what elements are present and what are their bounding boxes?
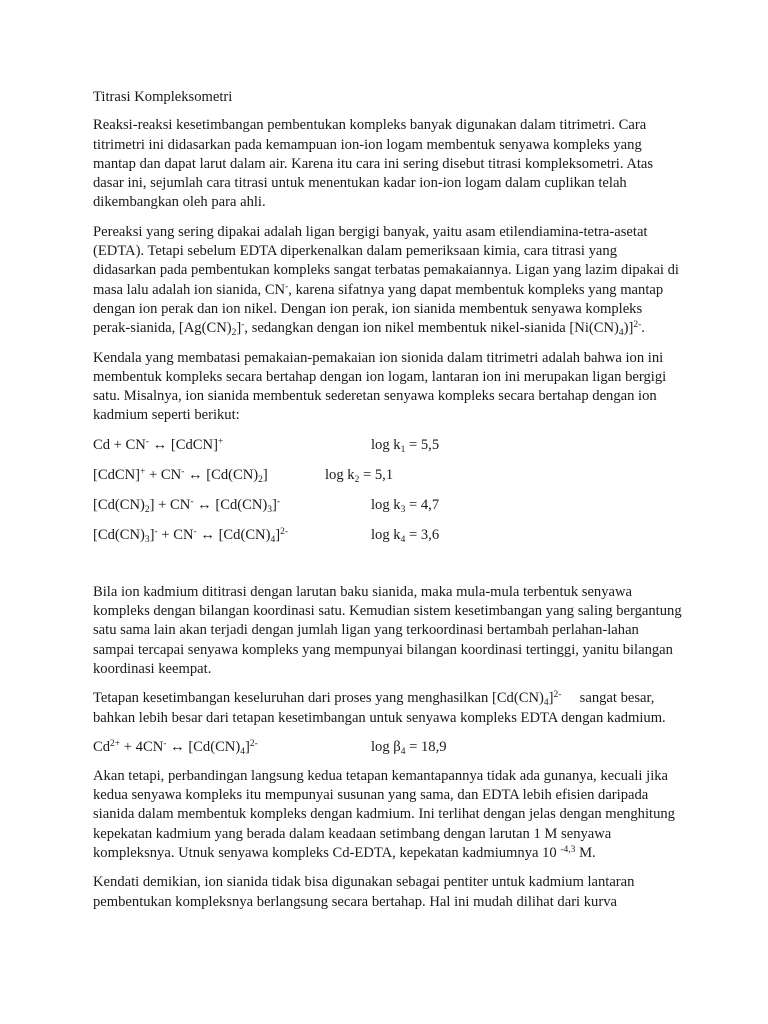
document-title: Titrasi Kompleksometri	[93, 89, 233, 105]
equation-reaction: $[Cd(CN)_3]^- + CN^-$ ↔ $[Cd(CN)_4]^{2-}$	[93, 526, 288, 545]
paragraph-edta: Pereaksi yang sering dipakai adalah ligan bergigi banyak, yaitu asam etilendiamina-tetra-asetat (EDTA). Tetapi sebelum EDTA diperkenalkan dalam pemeriksaan kimia, cara titrasi yang didasarkan pada pembentukan kompleks sangat terbatas pemakaiannya. Ligan yang lazim dipakai di masa lalu adalah ion sianida, CN-, karena sifatnya yang dapat membentuk kompleks yang mantap dengan ion perak dan ion nikel. Dengan ion perak, ion sianida membentuk senyawa kompleks perak-sianida, $[Ag(CN)_2]^-$, sedangkan dengan ion nikel membentuk nikel-sianida $[Ni(CN)_4)]^{2-}$.	[93, 223, 679, 339]
equation-reaction: $Cd^{2+} + 4CN^-$ ↔ $[Cd(CN)_4]^{2-}$	[93, 738, 258, 757]
text-fragment: M.	[579, 845, 596, 862]
text-fragment: Pereaksi yang sering dipakai adalah ligan bergigi banyak, yaitu asam etilendiamina-tetra-asetat (EDTA). Tetapi sebelum EDTA diperkenalkan dalam pemeriksaan kimia, cara titrasi yang didasarkan pada pembentukan kompleks sangat terbatas pemakaiannya. Ligan yang lazim dipakai di masa lalu adalah ion sianida, CN	[93, 223, 679, 298]
equation-step-3	[93, 496, 683, 515]
equation-step-1	[93, 436, 683, 455]
equation-reaction: [CdCN]+ + CN- ↔ $[Cd(CN)_2]$	[93, 466, 268, 485]
paragraph-constraint: Kendala yang membatasi pemakaian-pemakaian ion sionida dalam titrimetri adalah bahwa ion ini membentuk kompleks secara bertahap dengan ion logam, lantaran ion ini merupakan ligan bergigi satu. Misalnya, ion sianida membentuk sederetan senyawa kompleks secara bertahap dengan ion kadmium seperti berikut:	[93, 349, 667, 424]
text-fragment: sangat besar, bahkan lebih besar dari tetapan kesetimbangan untuk senyawa kompleks EDTA dengan kadmium.	[93, 690, 666, 726]
equation-constant: $\log k_4 = 3,6$	[371, 526, 440, 545]
equation-constant: $\log k_2 = 5,1$	[325, 466, 394, 485]
paragraph-overall-constant: Tetapan kesetimbangan keseluruhan dari proses yang menghasilkan $[Cd(CN)_4]^{2-}$ sangat besar, bahkan lebih besar dari tetapan kesetimbangan untuk senyawa kompleks EDTA dengan kadmium.	[93, 690, 666, 726]
equation-step-4	[93, 526, 683, 545]
equation-reaction: Cd + CN- ↔ [CdCN]+	[93, 436, 224, 453]
paragraph-conclusion: Kendati demikian, ion sianida tidak bisa digunakan sebagai pentiter untuk kadmium lantaran pembentukan kompleksnya berlangsung secara bertahap. Hal ini mudah dilihat dari kurva	[93, 874, 635, 910]
text-fragment: , karena sifatnya yang dapat membentuk kompleks yang mantap dengan ion perak dan ion nikel. Dengan ion perak, ion sianida membentuk senyawa kompleks perak-sianida, [Ag(CN)	[93, 281, 664, 337]
paragraph-intro: Reaksi-reaksi kesetimbangan pembentukan kompleks banyak digunakan dalam titrimetri. Cara titrimetri ini didasarkan pada kemampuan ion-ion logam membentuk senyawa kompleks yang mantap dan dapat larut dalam air. Karena itu cara ini sering disebut titrasi kompleksometri. Atas dasar ini, sejumlah cara titrasi untuk menentukan kadar ion-ion logam dalam cuplikan telah dikembangkan oleh para ahli.	[93, 117, 654, 211]
equation-constant: $\log k_3 = 4,7$	[371, 496, 440, 515]
paragraph-comparison	[93, 767, 683, 863]
text-fragment: Tetapan kesetimbangan keseluruhan dari proses yang menghasilkan [Cd(CN)	[93, 690, 544, 707]
text-fragment: .	[641, 320, 645, 337]
text-fragment: Akan tetapi, perbandingan langsung kedua tetapan kemantapannya tidak ada gunanya, kecuali jika kedua senyawa kompleks itu mempunyai susunan yang sama, dan EDTA lebih efisien daripada sianida dalam membentuk kompleks dengan kadmium. Ini terlihat dengan jelas dengan menghitung kepekatan kadmium yang berada dalam keadaan setimbang dengan larutan 1 M senyawa kompleksnya. Utnuk senyawa kompleks Cd-EDTA, kepekatan kadmiumnya 10	[93, 767, 675, 862]
equation-step-2	[93, 466, 683, 485]
equation-overall	[93, 738, 683, 757]
exponent: -4,3	[560, 845, 576, 856]
document-page	[93, 88, 683, 912]
equation-constant: $\log k_1 = 5,5$	[371, 436, 440, 455]
paragraph-titration: Bila ion kadmium dititrasi dengan larutan baku sianida, maka mula-mula terbentuk senyawa kompleks dengan bilangan koordinasi satu. Kemudian sistem kesetimbangan yang saling bergantung satu sama lain akan terjadi dengan jumlah ligan yang terkoordinasi bertambah perlahan-lahan sampai tercapai senyawa kompleks yang mempunyai bilangan koordinasi tertinggi, yanitu bilangan koordinasi keempat.	[93, 583, 682, 677]
equation-constant: $\log \beta_4 = 18,9$	[371, 738, 447, 757]
text-fragment: , sedangkan dengan ion nikel membentuk nikel-sianida [Ni(CN)	[244, 320, 619, 337]
equation-reaction: $[Cd(CN)_2] + CN^-$ ↔ $[Cd(CN)_3]^-$	[93, 496, 281, 515]
